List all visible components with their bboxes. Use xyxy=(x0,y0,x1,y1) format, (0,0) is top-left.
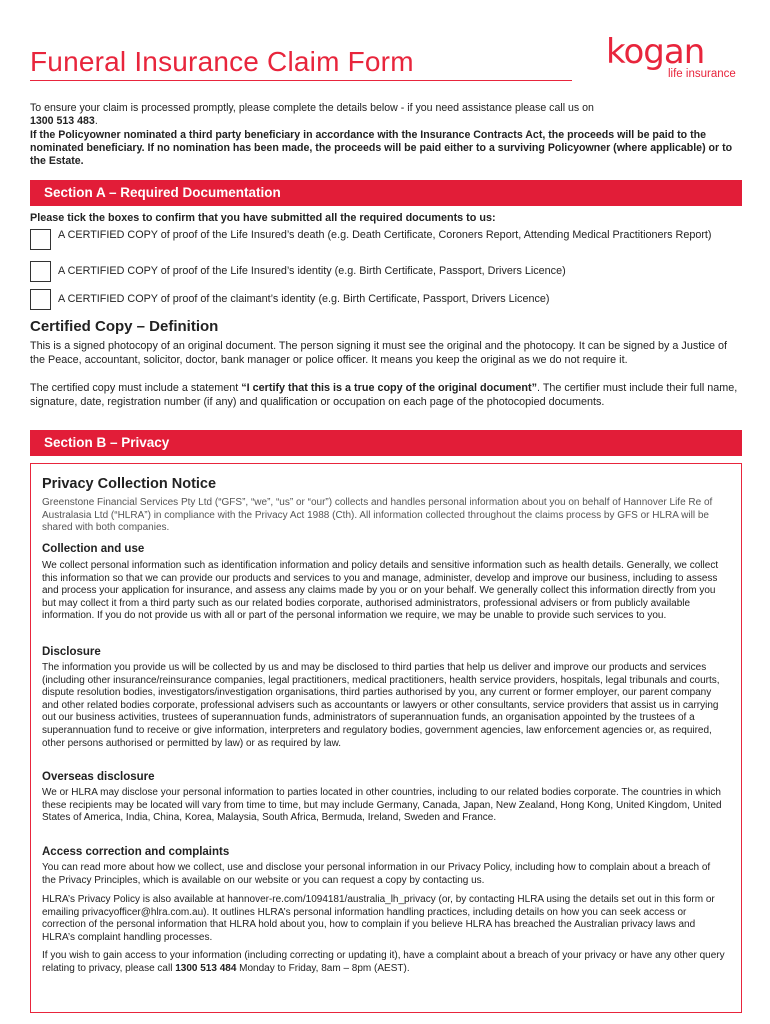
death-proof-checkbox[interactable] xyxy=(30,229,51,250)
logo-subtitle: life insurance xyxy=(668,68,736,80)
logo-wordmark: kogan xyxy=(606,32,705,72)
collection-heading: Collection and use xyxy=(42,543,145,555)
collection-text: We collect personal information such as identification information and policy details and sensitive information such as health details. Generally, we collect this information so that we can provide our products and services to you and manage, administer, develop and improve our business, including to assess and process your application for insurance, and assess any claims made by you or on your behalf. We generally collect this information directly from you but may collect it from a third party such as our related bodies corporate, authorised administrators, professional advisers or from publicly available information. If you do not provide us with all or part of the personal information we require, we may be unable to provide such services to you. xyxy=(42,560,719,622)
overseas-text: We or HLRA may disclose your personal information to parties located in other countries, including to our related bodies corporate. The countries in which these recipients may be located will vary from time to time, but may include Germany, Canada, Japan, New Zealand, Hong Kong, United Kingdom, United States of America, India, China, Korea, Malaysia, South Africa, Bermuda, Ireland, Sweden and France. xyxy=(42,787,722,824)
privacy-notice-title: Privacy Collection Notice xyxy=(42,476,217,492)
statement-prefix: The certified copy must include a statement xyxy=(30,382,242,394)
access-heading: Access correction and complaints xyxy=(42,846,230,858)
intro-line: To ensure your claim is processed promptly, please complete the details below - if you need assistance please call us on xyxy=(30,102,594,114)
checkbox-label: A CERTIFIED COPY of proof of the claimant’s identity (e.g. Birth Certificate, Passport, Drivers Licence) xyxy=(58,293,550,305)
statement-suffix: . The certifier must include their full name, signature, date, registration number (if any) and qualification or occupation on each page of the photocopied documents. xyxy=(30,382,738,408)
assist-phone: 1300 513 483 xyxy=(30,115,95,127)
disclosure-heading: Disclosure xyxy=(42,646,101,658)
access-text-2: HLRA’s Privacy Policy is also available at hannover-re.com/1094181/australia_lh_privacy (or, by contacting HLRA using the details set out in this form or emailing privacyofficer@hlra.com.au). It outlines HLRA’s personal information handling practices, including details on how you can seek access or correction of the personal information that HLRA hold about you, how to complain if you believe HLRA has breached the Australian privacy laws and HLRA’s complaint handling processes. xyxy=(42,894,715,943)
phone-suffix: . xyxy=(94,115,98,127)
certification-quote: “I certify that this is a true copy of the original document” xyxy=(241,382,538,394)
access-text-3 xyxy=(42,950,726,975)
intro-text xyxy=(30,102,742,168)
claimant-identity-checkbox[interactable] xyxy=(30,289,51,310)
beneficiary-notice: If the Policyowner nominated a third party beneficiary in accordance with the Insurance Contracts Act, the proceeds will be paid to the nominated beneficiary. If no nomination has been made, the proceeds will be paid either to a surviving Policyowner (where applicable) or to the Estate. xyxy=(30,129,733,167)
section-b-header: Section B – Privacy xyxy=(30,430,742,456)
disclosure-text: The information you provide us will be collected by us and may be disclosed to third parties that help us deliver and improve our products and services (including other insurance/reinsurance companies, legal practitioners, medical practitioners, health service providers, hospitals, legal tribunals and courts, dispute resolution bodies, investigators/investigation organisations, third parties authorised by you, any current or former employer, our parent company and other related bodies corporate, professional advisers such as accountants or lawyers or other consultants, service providers that assist us in carrying out our business activities, trustees of superannuation funds, administrators of superannuation funds, an organisation appointed by the trustees of a superannuation fund to receive or give information, interpreters and regulatory bodies, government agencies, law enforcement agencies or, as required, other persons authorised or permitted by law) or as required by law. xyxy=(42,662,720,749)
checkbox-label: A CERTIFIED COPY of proof of the Life Insured’s death (e.g. Death Certificate, Coroners Report, Attending Medical Practitioners Report) xyxy=(58,229,712,241)
checkbox-label: A CERTIFIED COPY of proof of the Life Insured’s identity (e.g. Birth Certificate, Passport, Drivers Licence) xyxy=(58,265,566,277)
privacy-phone: 1300 513 484 xyxy=(175,962,237,974)
access-suffix: Monday to Friday, 8am – 8pm (AEST). xyxy=(236,962,410,974)
certified-copy-definition: This is a signed photocopy of an original document. The person signing it must see the original and the photocopy. It can be signed by a Justice of the Peace, accountant, solicitor, doctor, bank manager or police officer. It means you keep the original as we do not require it. xyxy=(30,340,728,366)
certified-copy-statement xyxy=(30,381,742,409)
kogan-logo xyxy=(606,32,746,82)
life-insured-identity-checkbox[interactable] xyxy=(30,261,51,282)
access-text-1: You can read more about how we collect, use and disclose your personal information in our Privacy Policy, including how to complain about a breach of the Privacy Principles, which is available on our website or you can request a copy by contacting us. xyxy=(42,862,711,886)
access-prefix: If you wish to gain access to your information (including correcting or updating it), have a complaint about a breach of your privacy or have any other query relating to privacy, please call xyxy=(42,950,725,974)
page-title: Funeral Insurance Claim Form xyxy=(30,46,414,77)
certified-copy-heading: Certified Copy – Definition xyxy=(30,318,219,335)
privacy-intro: Greenstone Financial Services Pty Ltd (“GFS”, “we”, “us” or “our”) collects and handles personal information about you on behalf of Hannover Life Re of Australasia Ltd (“HLRA”) in compliance with the Privacy Act 1988 (Cth). All information collected throughout the claims process by GFS or HLRA will be shared with both companies. xyxy=(42,497,713,534)
section-a-header: Section A – Required Documentation xyxy=(30,180,742,206)
title-divider xyxy=(30,80,572,81)
section-a-instruction: Please tick the boxes to confirm that you have submitted all the required documents to us: xyxy=(30,212,496,224)
overseas-heading: Overseas disclosure xyxy=(42,771,155,783)
